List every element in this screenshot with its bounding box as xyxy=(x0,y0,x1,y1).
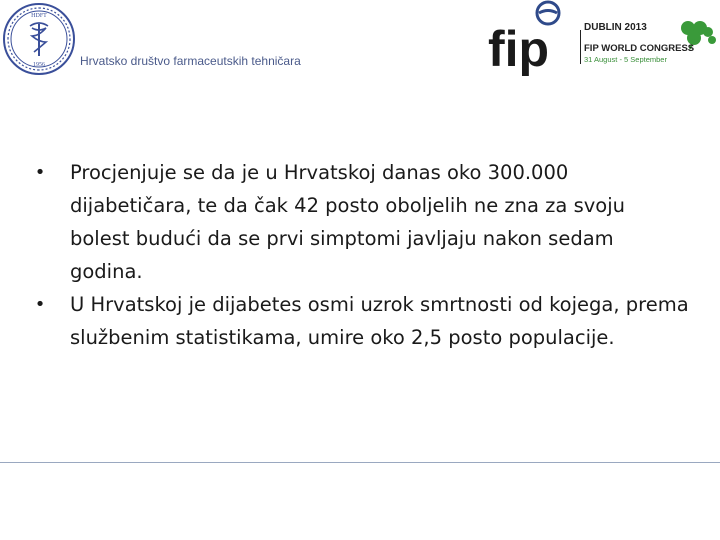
bullet-text: Procjenjuje se da je u Hrvatskoj danas oko 300.000 dijabetičara, te da čak 42 posto oboljelih ne zna za svoju bolest budući da se prvi simptomi javljaju nakon sedam godina. xyxy=(70,161,625,283)
bullet-item xyxy=(30,156,690,288)
congress-dates: 31 August - 5 September xyxy=(584,55,667,64)
bullet-text: U Hrvatskoj je dijabetes osmi uzrok smrtnosti od kojega, prema službenim statistikama, umire oko 2,5 posto populacije. xyxy=(70,293,689,349)
bullet-item xyxy=(30,288,690,354)
fip-logo xyxy=(486,0,578,76)
slide-content xyxy=(30,156,690,354)
bullet-list xyxy=(30,156,690,354)
congress-title: FIP WORLD CONGRESS xyxy=(584,43,695,54)
header xyxy=(0,0,720,80)
fip-logo-text: fip xyxy=(488,21,550,76)
congress-logo xyxy=(584,22,720,68)
hdft-seal-logo xyxy=(2,2,76,76)
seal-text-year: 1956 xyxy=(33,62,45,68)
bottom-rule xyxy=(0,462,720,463)
congress-city-year: DUBLIN 2013 xyxy=(584,22,647,33)
seal-text-top: HDFT xyxy=(31,13,47,19)
organization-name: Hrvatsko društvo farmaceutskih tehničara xyxy=(80,54,301,68)
header-divider xyxy=(580,30,581,64)
bullet-marker: • xyxy=(34,162,46,183)
bullet-marker: • xyxy=(34,294,46,315)
